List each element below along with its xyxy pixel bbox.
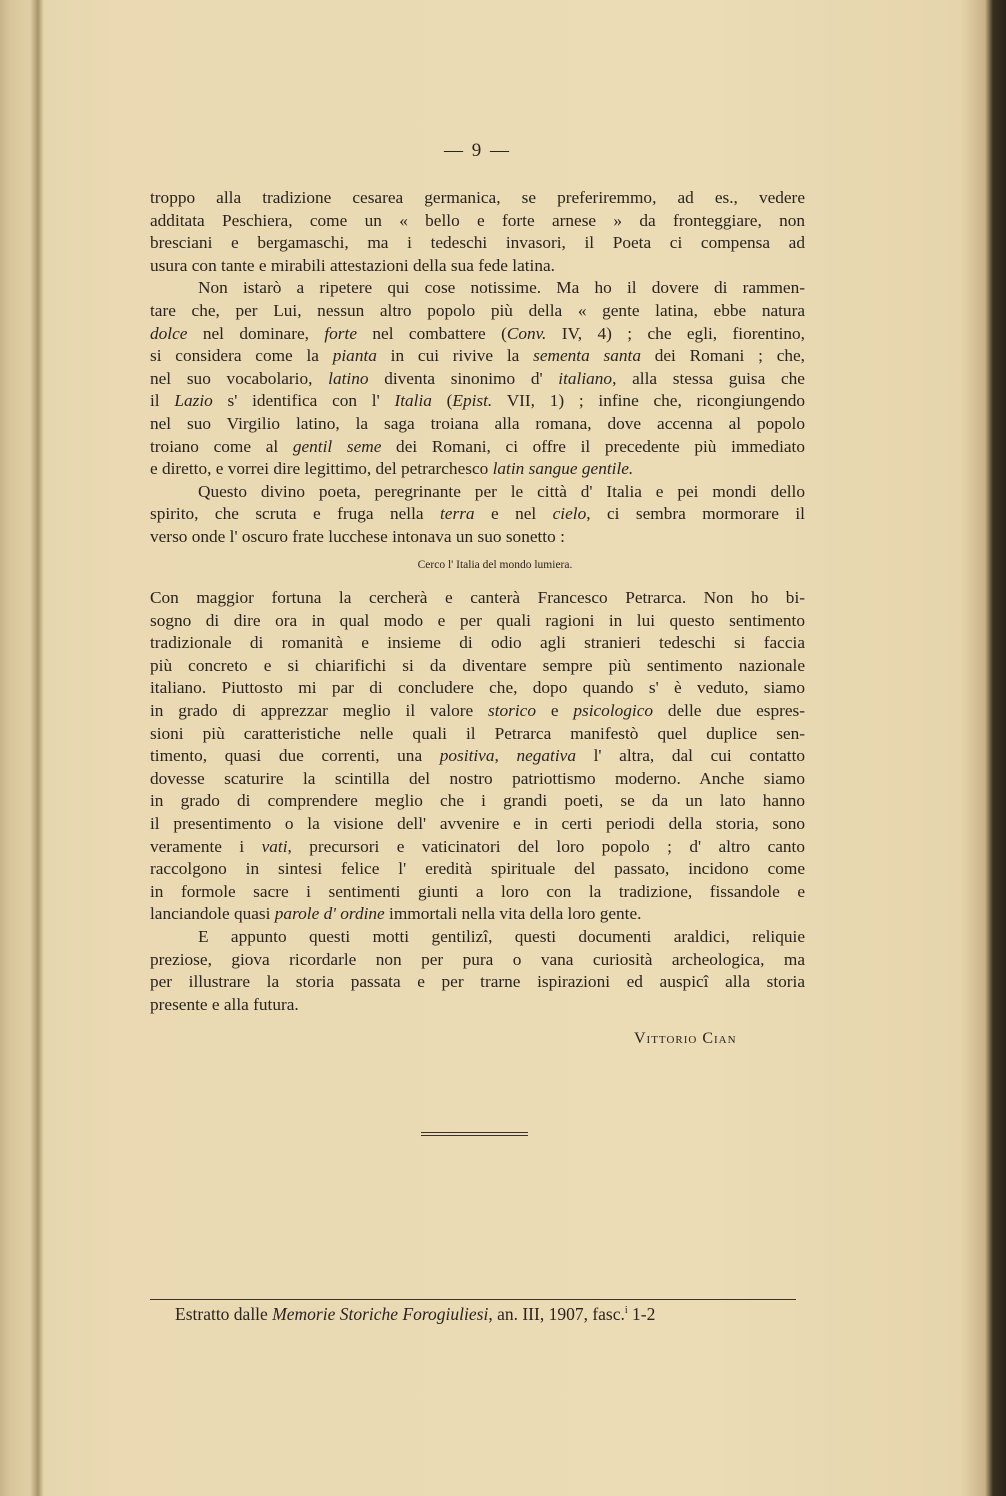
text-segment: Questo divino poeta, peregrinante per le città d' Italia e pei mondi dello bbox=[198, 481, 805, 501]
italic-text: terra bbox=[440, 504, 475, 524]
text-segment: usura con tante e mirabili attestazioni della sua fede latina. bbox=[150, 255, 555, 275]
italic-text: italiano bbox=[558, 368, 613, 388]
text-segment: VII, 1) ; infine che, ricongiungendo bbox=[492, 391, 805, 411]
text-segment: nel suo vocabolario, bbox=[150, 368, 329, 388]
text-line bbox=[150, 210, 805, 233]
text-segment: preziose, giova ricordarle non per pura o vana curiosità archeologica, ma bbox=[150, 949, 805, 969]
text-segment: Non istarò a ripetere qui cose notissime. Ma ho il dovere di rammen- bbox=[198, 278, 805, 298]
text-line bbox=[150, 926, 805, 949]
text-line bbox=[150, 632, 805, 655]
text-segment: bresciani e bergamaschi, ma i tedeschi invasori, il Poeta ci compensa ad bbox=[150, 233, 805, 253]
quoted-verse: Cerco l' Italia del mondo lumiera. bbox=[417, 559, 573, 571]
text-segment: tare che, per Lui, nessun altro popolo più della « gente latina, ebbe natura bbox=[150, 300, 805, 320]
text-line bbox=[150, 836, 805, 859]
text-segment: sogno di dire ora in qual modo e per quali ragioni in lui questo sentimento bbox=[150, 610, 805, 630]
text-segment: lanciandole quasi bbox=[150, 904, 275, 924]
italic-text: positiva bbox=[439, 746, 495, 766]
text-segment: nel combattere ( bbox=[357, 323, 507, 343]
italic-text: cielo bbox=[552, 504, 587, 524]
text-line bbox=[150, 745, 805, 768]
text-segment: in grado di comprendere meglio che i grandi poeti, se da un lato hanno bbox=[150, 791, 805, 811]
italic-text: Italia bbox=[394, 391, 432, 411]
text-line bbox=[150, 232, 805, 255]
italic-text: gentil seme bbox=[292, 436, 382, 456]
text-segment: sioni più caratteristiche nelle quali il Petrarca manifestò quel duplice sen- bbox=[150, 723, 805, 743]
italic-text: storico bbox=[487, 700, 536, 720]
text-line bbox=[150, 700, 805, 723]
text-line bbox=[150, 300, 805, 323]
italic-text: parole d' ordine bbox=[274, 904, 385, 924]
italic-text: pianta bbox=[332, 346, 377, 366]
text-segment: additata Peschiera, come un « bello e forte arnese » da fronteggiare, non bbox=[150, 210, 805, 230]
text-segment: spirito, che scruta e fruga nella bbox=[150, 504, 440, 524]
text-line bbox=[150, 610, 805, 633]
body-text-block-2 bbox=[150, 587, 805, 1016]
text-line bbox=[150, 255, 805, 278]
text-segment: veramente i bbox=[150, 836, 262, 856]
text-segment: troppo alla tradizione cesarea germanica, se preferiremmo, ad es., vedere bbox=[150, 188, 805, 207]
italic-text: vati bbox=[261, 836, 288, 856]
text-segment: presente e alla futura. bbox=[150, 994, 299, 1014]
italic-text: forte bbox=[324, 323, 357, 343]
text-segment: dei Romani, ci offre il precedente più immediato bbox=[381, 436, 805, 456]
footer-suffix: 1-2 bbox=[627, 1304, 656, 1324]
footer-prefix: Estratto dalle bbox=[175, 1304, 273, 1324]
text-segment: più concreto e si chiarifichi si da diventare sempre più sentimento nazionale bbox=[150, 655, 805, 675]
footer-sup: i bbox=[624, 1305, 628, 1317]
text-line bbox=[150, 971, 805, 994]
text-line bbox=[150, 655, 805, 678]
text-segment: immortali nella vita della loro gente. bbox=[384, 904, 642, 924]
italic-text: latin sangue gentile. bbox=[492, 459, 634, 479]
text-segment: e nel bbox=[474, 504, 553, 524]
footer-journal-title: Memorie Storiche Forogiuliesi bbox=[272, 1304, 489, 1324]
text-segment: Con maggior fortuna la cercherà e canterà Francesco Petrarca. Non ho bi- bbox=[150, 588, 805, 607]
text-segment: troiano come al bbox=[150, 436, 293, 456]
text-segment: , ci sembra mormorare il bbox=[586, 504, 805, 524]
text-segment: , bbox=[494, 746, 517, 766]
text-segment: tradizionale di romanità e insieme di odio agli stranieri tedeschi si faccia bbox=[150, 633, 805, 653]
text-line bbox=[150, 813, 805, 836]
italic-text: negativa bbox=[516, 746, 576, 766]
body-text-block-1 bbox=[150, 187, 805, 549]
text-line bbox=[150, 994, 805, 1017]
italic-text: psicologico bbox=[573, 700, 654, 720]
footer-rule bbox=[150, 1299, 796, 1300]
text-segment: ( bbox=[431, 391, 453, 411]
text-segment: in grado di apprezzar meglio il valore bbox=[150, 700, 488, 720]
text-line bbox=[150, 768, 805, 791]
text-line bbox=[150, 503, 805, 526]
text-line bbox=[150, 881, 805, 904]
italic-text: Lazio bbox=[174, 391, 213, 411]
double-rule-divider bbox=[421, 1132, 528, 1136]
footer-middle: , an. III, 1907, fasc. bbox=[488, 1304, 625, 1324]
author-signature: Vittorio Cian bbox=[634, 1030, 737, 1047]
text-line bbox=[150, 949, 805, 972]
text-line bbox=[150, 323, 805, 346]
text-segment: e bbox=[536, 700, 574, 720]
text-line bbox=[150, 723, 805, 746]
text-line bbox=[150, 526, 805, 549]
text-line bbox=[150, 277, 805, 300]
text-line bbox=[150, 677, 805, 700]
text-segment: verso onde l' oscuro frate lucchese intonava un suo sonetto : bbox=[150, 526, 565, 546]
text-line bbox=[150, 587, 805, 610]
italic-text: dolce bbox=[150, 323, 188, 343]
text-segment: raccolgono in sintesi felice l' eredità spirituale del passato, incidono come bbox=[150, 859, 805, 879]
text-segment: in cui rivive la bbox=[376, 346, 534, 366]
text-segment: l' altra, dal cui contatto bbox=[575, 746, 806, 766]
text-line bbox=[150, 458, 805, 481]
text-segment: dei Romani ; che, bbox=[640, 346, 805, 366]
text-line bbox=[150, 413, 805, 436]
text-segment: in formole sacre i sentimenti giunti a loro con la tradizione, fissandole e bbox=[150, 881, 805, 901]
text-segment: IV, 4) ; che egli, fiorentino, bbox=[546, 323, 805, 343]
text-segment: nel suo Virgilio latino, la saga troiana alla romana, dove accenna al popolo bbox=[150, 413, 805, 433]
text-segment: il presentimento o la visione dell' avvenire e in certi periodi della storia, sono bbox=[150, 813, 805, 833]
italic-text: latino bbox=[328, 368, 369, 388]
text-segment: E appunto questi motti gentilizî, questi documenti araldici, reliquie bbox=[198, 926, 805, 946]
text-segment: nel dominare, bbox=[187, 323, 325, 343]
text-line bbox=[150, 345, 805, 368]
text-line bbox=[150, 903, 805, 926]
text-line bbox=[150, 368, 805, 391]
text-segment: dovesse scaturire la scintilla del nostro patriottismo moderno. Anche siamo bbox=[150, 768, 805, 788]
text-segment: il bbox=[150, 391, 175, 411]
text-segment: timento, quasi due correnti, una bbox=[150, 746, 440, 766]
text-line bbox=[150, 858, 805, 881]
footer-citation bbox=[175, 1304, 655, 1325]
text-line bbox=[150, 436, 805, 459]
text-segment: e diretto, e vorrei dire legittimo, del petrarchesco bbox=[150, 459, 493, 479]
text-segment: diventa sinonimo d' bbox=[368, 368, 559, 388]
text-segment: delle due espres- bbox=[653, 700, 806, 720]
text-segment: , alla stessa guisa che bbox=[612, 368, 805, 388]
text-segment: , precursori e vaticinatori del loro popolo ; d' altro canto bbox=[287, 836, 805, 856]
text-line bbox=[150, 390, 805, 413]
italic-text: Epist. bbox=[452, 391, 493, 411]
page-number: — 9 — bbox=[444, 140, 511, 161]
italic-text: Conv. bbox=[506, 323, 547, 343]
text-line bbox=[150, 187, 805, 210]
text-line bbox=[150, 790, 805, 813]
text-segment: italiano. Piuttosto mi par di concludere che, dopo quando s' è veduto, siamo bbox=[150, 678, 805, 698]
text-segment: si considera come la bbox=[150, 346, 333, 366]
text-segment: s' identifica con l' bbox=[212, 391, 395, 411]
text-line bbox=[150, 481, 805, 504]
text-segment: per illustrare la storia passata e per trarne ispirazioni ed auspicî alla storia bbox=[150, 972, 805, 992]
italic-text: sementa santa bbox=[533, 346, 641, 366]
